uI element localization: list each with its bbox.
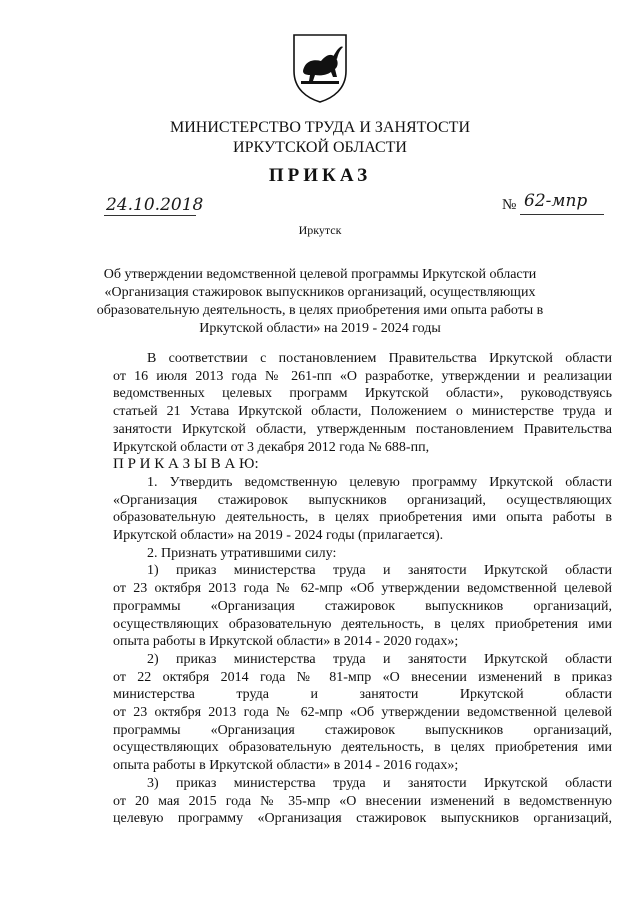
item-1-line: Иркутской области» на 2019 - 2024 годы (прилагается).: [113, 528, 444, 544]
subitem-2-line: министерства труда и занятости Иркутской области: [113, 687, 612, 703]
subitem-1-line: от 23 октября 2013 года № 62-мпр «Об утверждении ведомственной целевой: [113, 581, 612, 597]
preamble-line: Иркутской области от 3 декабря 2012 года № 688-пп,: [113, 439, 430, 455]
preamble-line: от 16 июля 2013 года № 261-пп «О разработке, утверждении и реализации: [113, 368, 612, 384]
subitem-1: [113, 562, 612, 651]
subitem-2-line: 2) приказ министерства труда и занятости Иркутской области: [147, 651, 612, 667]
subitem-1-line: опыта работы в Иркутской области» в 2014 - 2020 годах»;: [113, 634, 459, 650]
item-1-line: «Организация стажировок выпускников организаций, осуществляющих: [113, 492, 612, 508]
ministry-line-2: ИРКУТСКОЙ ОБЛАСТИ: [233, 139, 407, 156]
preamble: [113, 350, 612, 456]
subitem-2-line: от 23 октября 2013 года № 62-мпр «Об утверждении ведомственной целевой: [113, 705, 612, 721]
document-title: ПРИКАЗ: [268, 165, 372, 186]
order-body: [113, 350, 612, 828]
subitem-1-line: осуществляющих образовательную деятельность, в целях приобретения ими: [113, 616, 612, 632]
item-1: [113, 474, 612, 545]
subject-line: Об утверждении ведомственной целевой программы Иркутской области: [103, 267, 537, 282]
subitem-1-line: 1) приказ министерства труда и занятости Иркутской области: [147, 563, 612, 579]
ministry-line-1: МИНИСТЕРСТВО ТРУДА И ЗАНЯТОСТИ: [170, 119, 470, 136]
subitem-2-line: опыта работы в Иркутской области» в 2014 - 2016 годах»;: [113, 758, 459, 774]
subitem-2-line: от 22 октября 2014 года № 81-мпр «О внесении изменений в приказ: [113, 669, 612, 685]
subitem-3: [113, 775, 612, 828]
order-subject: [0, 266, 640, 338]
handwritten-date: 24.10.2018: [106, 195, 204, 215]
subitem-3-line: от 20 мая 2015 года № 35-мпр «О внесении изменений в ведомственную: [113, 793, 612, 809]
preamble-line: ведомственных целевых программ Иркутской области», руководствуясь: [113, 386, 612, 402]
ministry-name: [0, 118, 640, 158]
number-label: №: [502, 197, 517, 213]
subitem-2-line: программы «Организация стажировок выпускников организаций,: [113, 722, 612, 738]
item-1-line: образовательную деятельность, в целях приобретения ими опыта работы в: [113, 510, 612, 526]
subitem-3-line: целевую программу «Организация стажировок выпускников организаций,: [113, 811, 612, 827]
handwritten-number: 62-мпр: [524, 191, 588, 211]
coat-of-arms-icon: [291, 31, 349, 103]
subitem-1-line: программы «Организация стажировок выпускников организаций,: [113, 598, 612, 614]
order-word: П Р И К А З Ы В А Ю:: [113, 456, 259, 473]
date-underline: [104, 215, 196, 216]
preamble-line: В соответствии с постановлением Правительства Иркутской области: [147, 351, 612, 366]
subject-line: образовательную деятельность, в целях приобретения ими опыта работы в: [96, 303, 544, 318]
item-2-heading: 2. Признать утратившими силу:: [147, 545, 337, 561]
subitem-2-line: осуществляющих образовательную деятельность, в целях приобретения ими: [113, 740, 612, 756]
preamble-line: занятости Иркутской области, утвержденным постановлением Правительства: [113, 421, 612, 437]
item-1-line: 1. Утвердить ведомственную целевую программу Иркутской области: [147, 474, 612, 490]
subitem-3-line: 3) приказ министерства труда и занятости Иркутской области: [147, 775, 612, 791]
subject-line: «Организация стажировок выпускников организаций, осуществляющих: [104, 285, 536, 300]
preamble-line: статьей 21 Устава Иркутской области, Положением о министерстве труда и: [113, 404, 612, 420]
city-name: Иркутск: [298, 223, 342, 237]
subject-line: Иркутской области» на 2019 - 2024 годы: [199, 321, 441, 336]
subitem-2: [113, 651, 612, 775]
number-underline: [520, 214, 604, 215]
